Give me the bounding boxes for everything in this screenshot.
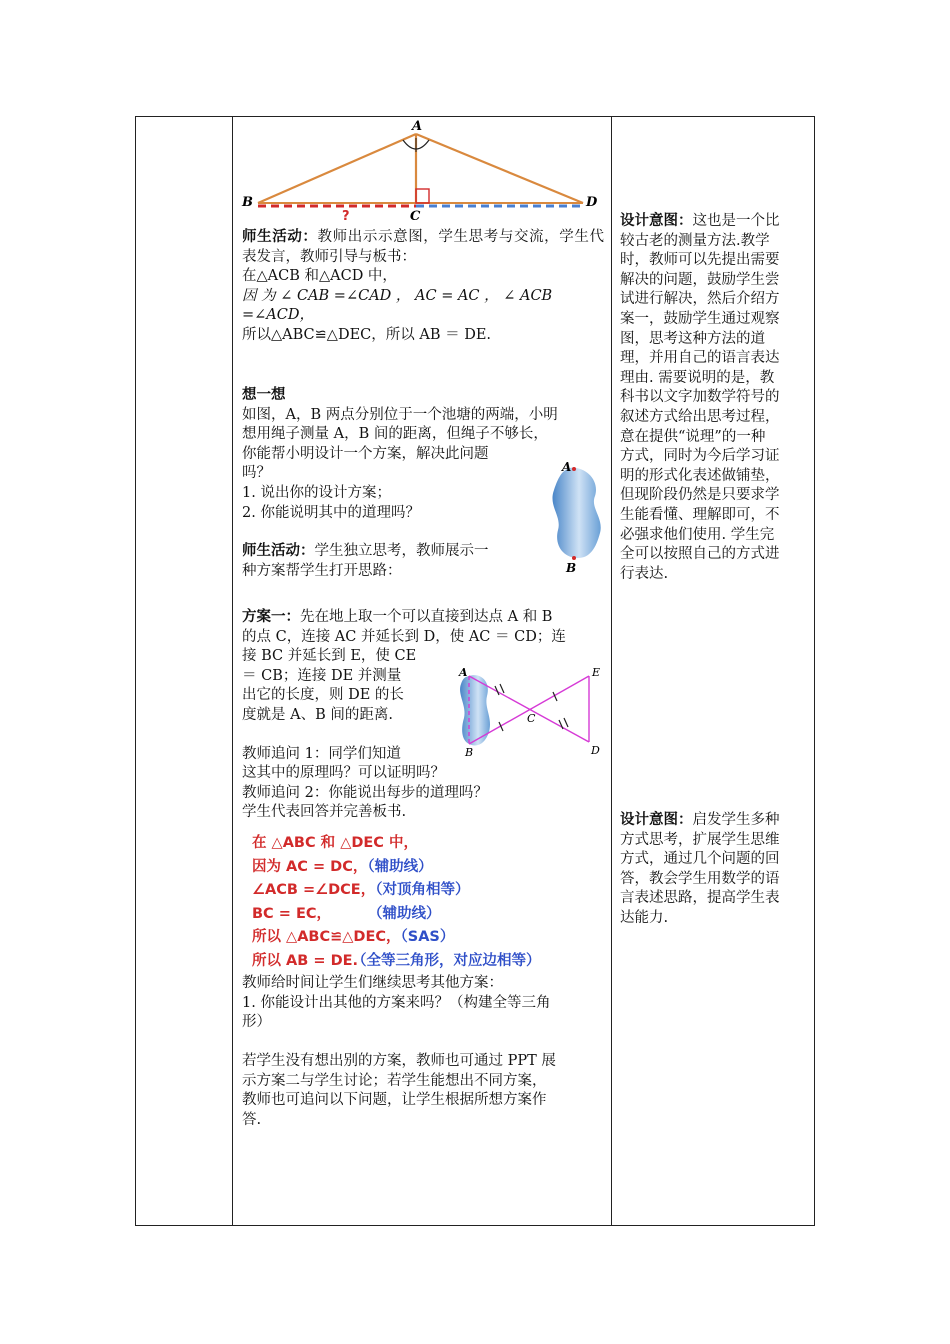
triangle-diagram (238, 116, 608, 226)
proof-line-5a: 所以 △ABC≌△DEC， (252, 929, 401, 946)
tick-cd-1 (559, 720, 563, 729)
design-1-line-4: 试进行解决，然后介绍方 (620, 291, 780, 308)
d2-label-e: E (592, 666, 601, 679)
think-line-2: 想用绳子测量 A，B 间的距离，但绳子不够长， (242, 426, 548, 443)
tick-ac-2 (500, 684, 504, 693)
d2-label-c: C (527, 712, 536, 725)
segment-ad (416, 134, 583, 203)
design-1-line-18: 行表达. (620, 565, 669, 582)
pond-image-1 (540, 458, 610, 576)
pond1-label-a: A (562, 460, 572, 474)
design-1-line-3: 解决的问题，鼓励学生尝 (620, 271, 780, 288)
design-intent-1 (620, 212, 810, 584)
last-line-1: 若学生没有想出别的方案，教师也可通过 PPT 展 (242, 1053, 556, 1069)
more-line-2: 1. 你能设计出其他的方案来吗？（构建全等三角 (242, 994, 551, 1011)
label-d: D (586, 195, 598, 210)
reason-line-1: 在△ACB 和△ACD 中， (242, 268, 397, 285)
design-1-line-15: 生能看懂、理解即可，不 (620, 506, 780, 523)
design-1-line-14: 但现阶段仍然是只要求学 (620, 487, 780, 504)
design-1-line-17: 全可以按照自己的方式进 (620, 546, 780, 563)
reason-line-3: =∠ACD， (242, 307, 314, 324)
student-answer: 学生代表回答并完善板书. (242, 804, 407, 821)
right-angle-mark (416, 189, 429, 203)
design-1-line-0: 这也是一个比 (692, 213, 780, 229)
design-1-line-12: 方式，同时为今后学习证 (620, 448, 780, 465)
crossing-diagram (455, 662, 605, 758)
last-line-2: 示方案二与学生讨论；若学生能想出不同方案， (242, 1072, 547, 1089)
think-line-1: 如图，A，B 两点分别位于一个池塘的两端，小明 (242, 406, 558, 423)
last-line-3: 教师也可追问以下问题，让学生根据所想方案作 (242, 1092, 547, 1109)
more-plans (242, 974, 604, 1033)
design-intent-2 (620, 811, 810, 929)
think-title: 想一想 (242, 387, 286, 403)
label-b: B (242, 195, 253, 210)
point-a (572, 467, 576, 471)
activity-text-2a: 学生独立思考，教师展示一 (314, 543, 489, 560)
design-1-line-16: 必强求他们使用. 学生完 (620, 526, 775, 543)
design-2-line-1: 方式思考，扩展学生思维 (620, 831, 780, 848)
middle-column-text (242, 228, 604, 346)
reason-line-4: 所以△ABC≌△DEC，所以 AB ＝ DE. (242, 326, 492, 343)
design-2-line-4: 言表述思路，提高学生表 (620, 890, 780, 907)
design-2-line-3: 答，教会学生用数学的语 (620, 870, 780, 887)
d2-label-d: D (591, 744, 600, 757)
plan-line-5: 出它的长度，则 DE 的长 (242, 687, 404, 704)
think-line-4: 吗？ (242, 465, 271, 482)
pond-shape-1 (552, 468, 600, 558)
last-line-4: 答. (242, 1111, 262, 1128)
activity-label-2: 师生活动： (242, 543, 315, 560)
plan-label: 方案一： (242, 609, 300, 625)
proof-line-6a: 所以 AB = DE. (252, 952, 359, 969)
design-1-line-10: 叙述方式给出思考过程， (620, 408, 780, 425)
segment-ab (258, 134, 416, 203)
plan-line-3: 接 BC 并延长到 E，使 CE (242, 648, 417, 665)
design-1-line-6: 图，思考这种方法的道 (620, 330, 765, 347)
more-line-1: 教师给时间让学生们继续思考其他方案： (242, 975, 503, 991)
proof-line-4b: （辅助线） (368, 905, 441, 922)
plan-line-4: ＝ CB；连接 DE 并测量 (242, 667, 402, 684)
label-a: A (412, 119, 423, 134)
proof-line-6b: （全等三角形，对应边相等） (352, 952, 541, 969)
d2-label-b: B (465, 746, 474, 758)
proof-block (252, 832, 602, 974)
proof-line-5b: （SAS） (400, 929, 455, 946)
closing-note (242, 1052, 604, 1130)
question-1: 1. 说出你的设计方案； (242, 484, 391, 501)
teacher-ask-1b: 这其中的原理吗？可以证明吗？ (242, 765, 445, 782)
activity-text-2b: 种方案帮学生打开思路： (242, 562, 402, 579)
proof-line-2a: 因为 AC = DC， (252, 858, 368, 875)
d2-label-a: A (459, 666, 468, 679)
activity-label-1: 师生活动： (242, 229, 318, 245)
design-2-line-2: 方式，通过几个问题的回 (620, 851, 780, 868)
design-1-line-2: 时，教师可以先提出需要 (620, 252, 780, 269)
question-2: 2. 你能说明其中的道理吗？ (242, 504, 420, 521)
design-2-line-0: 启发学生多种 (692, 812, 780, 828)
reason-line-2: 因 为 ∠ CAB =∠CAD ， AC = AC ， ∠ ACB (242, 287, 553, 304)
label-c: C (410, 209, 421, 224)
design-1-line-1: 较古老的测量方法.教学 (620, 232, 770, 249)
column-divider-2 (611, 117, 612, 1225)
more-line-3: 形） (242, 1014, 271, 1031)
plan-line-2: 的点 C，连接 AC 并延长到 D，使 AC ＝ CD；连 (242, 628, 566, 645)
proof-line-1: 在 △ABC 和 △DEC 中， (252, 835, 418, 851)
design-label-2: 设计意图： (620, 812, 693, 828)
teacher-ask-2: 教师追问 2：你能说出每步的道理吗？ (242, 784, 488, 801)
tick-cd-2 (564, 718, 568, 727)
proof-line-4a: BC = EC， (252, 905, 331, 922)
design-1-line-11: 意在提供“说理”的一种 (620, 428, 766, 445)
label-question: ? (342, 209, 350, 224)
design-label-1: 设计意图： (620, 213, 693, 229)
design-1-line-8: 理由. 需要说明的是，教 (620, 369, 775, 386)
pond1-label-b: B (566, 561, 577, 575)
teacher-ask-1a: 教师追问 1：同学们知道 (242, 745, 401, 762)
point-b (572, 556, 576, 560)
proof-line-3a: ∠ACB =∠DCE， (252, 882, 376, 899)
design-1-line-5: 案一，鼓励学生通过观察 (620, 310, 780, 327)
design-1-line-9: 科书以文字加数学符号的 (620, 389, 780, 406)
plan-line-6: 度就是 A、B 间的距离. (242, 706, 393, 723)
proof-line-2b: （辅助线） (367, 858, 433, 875)
column-divider-1 (232, 117, 233, 1225)
think-line-3: 你能帮小明设计一个方案，解决此问题 (242, 445, 489, 462)
plan-line-1: 先在地上取一个可以直接到达点 A 和 B (300, 609, 553, 625)
activity-text-1: 教师出示示意图，学生思考与交流，学生代表发言，教师引导与板书： (242, 229, 605, 265)
design-1-line-13: 明的形式化表述做铺垫， (620, 467, 780, 484)
design-2-line-5: 达能力. (620, 909, 669, 926)
design-1-line-7: 理，并用自己的语言表达 (620, 350, 780, 367)
proof-line-3b: （对顶角相等） (375, 882, 470, 899)
